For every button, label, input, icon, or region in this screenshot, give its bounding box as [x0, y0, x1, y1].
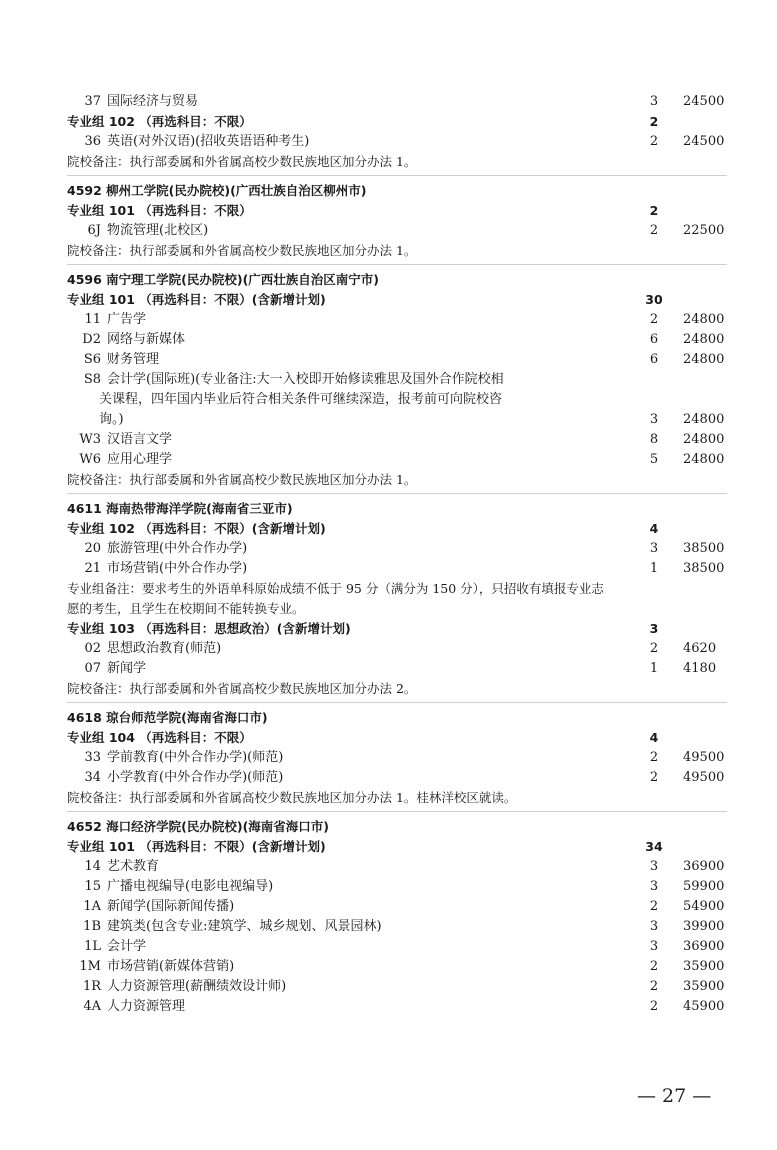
tuition-fee: 22500 — [683, 223, 725, 238]
tuition-fee: 38500 — [683, 541, 725, 556]
section-divider — [67, 702, 727, 703]
plan-count: 2 — [649, 641, 659, 656]
institution-header — [67, 817, 727, 837]
institution-title: 4652 海口经济学院(民办院校)(海南省海口市) — [67, 819, 329, 834]
major-code: 14 — [84, 859, 101, 874]
group-plan-count: 3 — [649, 621, 659, 636]
tuition-fee: 59900 — [683, 879, 725, 894]
tuition-fee: 38500 — [683, 561, 725, 576]
major-row — [67, 221, 727, 241]
group-plan-count: 4 — [649, 730, 659, 745]
plan-count: 2 — [649, 750, 659, 765]
major-row — [67, 310, 727, 330]
subject-group-header — [67, 519, 727, 539]
tuition-fee: 49500 — [683, 770, 725, 785]
plan-count: 3 — [649, 919, 659, 934]
plan-count: 2 — [649, 979, 659, 994]
institution-header — [67, 708, 727, 728]
major-name: 会计学 — [107, 939, 147, 954]
institution-header — [67, 499, 727, 519]
tuition-fee: 24500 — [683, 134, 725, 149]
major-name: 财务管理 — [107, 352, 160, 367]
group-plan-count: 34 — [645, 839, 663, 854]
remark-text: 院校备注：执行部委属和外省属高校少数民族地区加分办法 1。 — [67, 243, 417, 258]
tuition-fee: 4180 — [683, 661, 717, 676]
plan-count: 2 — [649, 899, 659, 914]
major-row — [67, 132, 727, 152]
tuition-fee: 36900 — [683, 859, 725, 874]
major-code: S8 — [83, 372, 101, 387]
plan-count: 2 — [649, 134, 659, 149]
group-plan-count: 2 — [649, 203, 659, 218]
major-row — [67, 857, 727, 877]
tuition-fee: 24800 — [683, 352, 725, 367]
remark-line — [67, 152, 727, 172]
tuition-fee: 35900 — [683, 959, 725, 974]
section-divider — [67, 175, 727, 176]
major-row — [67, 937, 727, 957]
remark-line — [67, 679, 727, 699]
major-name: 应用心理学 — [107, 452, 173, 467]
major-code: 34 — [84, 770, 101, 785]
institution-title: 4611 海南热带海洋学院(海南省三亚市) — [67, 501, 293, 516]
major-name: 新闻学(国际新闻传播) — [107, 899, 235, 914]
major-row — [67, 350, 727, 370]
major-row — [67, 659, 727, 679]
tuition-fee: 4620 — [683, 641, 717, 656]
major-name: 市场营销(中外合作办学) — [107, 561, 248, 576]
major-code: 21 — [84, 561, 101, 576]
page-number: — 27 — — [637, 1085, 712, 1107]
major-code: 33 — [84, 750, 101, 765]
group-plan-count: 4 — [649, 521, 659, 536]
group-plan-count: 2 — [649, 114, 659, 129]
remark-text: 院校备注：执行部委属和外省属高校少数民族地区加分办法 1。 — [67, 154, 417, 169]
major-name: 市场营销(新媒体营销) — [107, 959, 235, 974]
major-code: 1B — [83, 919, 101, 934]
subject-group-header — [67, 728, 727, 748]
tuition-fee: 36900 — [683, 939, 725, 954]
subject-group-header — [67, 201, 727, 221]
major-row — [67, 539, 727, 559]
remark-text: 院校备注：执行部委属和外省属高校少数民族地区加分办法 1。桂林洋校区就读。 — [67, 790, 517, 805]
plan-count: 2 — [649, 223, 659, 238]
subject-group-title: 专业组 103 （再选科目：思想政治）(含新增计划) — [67, 621, 351, 636]
section-divider — [67, 811, 727, 812]
major-name: 思想政治教育(师范) — [107, 641, 222, 656]
subject-group-header — [67, 112, 727, 132]
tuition-fee: 24800 — [683, 312, 725, 327]
plan-count: 2 — [649, 999, 659, 1014]
major-name: 英语(对外汉语)(招收英语语种考生) — [107, 134, 310, 149]
subject-group-title: 专业组 101 （再选科目：不限） — [67, 203, 252, 218]
remark-text: 院校备注：执行部委属和外省属高校少数民族地区加分办法 2。 — [67, 681, 417, 696]
major-name: 汉语言文学 — [107, 432, 173, 447]
major-row — [67, 559, 727, 579]
major-row — [67, 92, 727, 112]
major-name: 建筑类(包含专业:建筑学、城乡规划、风景园林) — [107, 919, 382, 934]
major-name: 小学教育(中外合作办学)(师范) — [107, 770, 284, 785]
section-divider — [67, 264, 727, 265]
major-row — [67, 639, 727, 659]
major-row — [67, 957, 727, 977]
plan-count: 6 — [649, 352, 659, 367]
institution-header — [67, 181, 727, 201]
major-code: D2 — [82, 332, 101, 347]
major-code: 1R — [82, 979, 101, 994]
major-name-continuation: 关课程，四年国内毕业后符合相关条件可继续深造，报考前可向院校咨 — [99, 392, 503, 407]
tuition-fee: 49500 — [683, 750, 725, 765]
subject-group-title: 专业组 101 （再选科目：不限）(含新增计划) — [67, 839, 326, 854]
major-code: 1M — [79, 959, 101, 974]
major-row — [67, 997, 727, 1017]
institution-title: 4596 南宁理工学院(民办院校)(广西壮族自治区南宁市) — [67, 272, 379, 287]
plan-count: 3 — [649, 859, 659, 874]
major-code: W3 — [79, 432, 101, 447]
plan-count: 3 — [649, 879, 659, 894]
plan-count: 1 — [649, 561, 659, 576]
major-name: 新闻学 — [107, 661, 147, 676]
subject-group-title: 专业组 101 （再选科目：不限）(含新增计划) — [67, 292, 326, 307]
major-name: 物流管理(北校区) — [107, 223, 209, 238]
tuition-fee: 54900 — [683, 899, 725, 914]
major-name: 广告学 — [107, 312, 147, 327]
subject-group-header — [67, 290, 727, 310]
major-code: 6J — [87, 223, 101, 238]
plan-count: 3 — [649, 412, 659, 427]
major-code: 4A — [83, 999, 101, 1014]
group-plan-count: 30 — [645, 292, 663, 307]
major-code: 02 — [84, 641, 101, 656]
major-row-continuation — [67, 410, 727, 430]
major-name: 会计学(国际班)(专业备注:大一入校即开始修读雅思及国外合作院校相 — [107, 372, 504, 387]
major-code: 20 — [84, 541, 101, 556]
major-row — [67, 330, 727, 350]
plan-count: 3 — [649, 541, 659, 556]
tuition-fee: 24800 — [683, 412, 725, 427]
plan-count: 1 — [649, 661, 659, 676]
major-code: 36 — [84, 134, 101, 149]
subject-group-header — [67, 619, 727, 639]
major-code: 07 — [84, 661, 101, 676]
major-code: 1L — [84, 939, 101, 954]
plan-count: 3 — [649, 94, 659, 109]
subject-group-header — [67, 837, 727, 857]
major-row — [67, 917, 727, 937]
plan-count: 6 — [649, 332, 659, 347]
major-row — [67, 977, 727, 997]
major-code: S6 — [83, 352, 101, 367]
plan-count: 2 — [649, 959, 659, 974]
subject-group-title: 专业组 102 （再选科目：不限） — [67, 114, 252, 129]
major-name: 人力资源管理(薪酬绩效设计师) — [107, 979, 287, 994]
major-code: 1A — [83, 899, 101, 914]
subject-group-title: 专业组 102 （再选科目：不限）(含新增计划) — [67, 521, 326, 536]
major-row — [67, 430, 727, 450]
major-row — [67, 450, 727, 470]
tuition-fee: 35900 — [683, 979, 725, 994]
major-code: 15 — [84, 879, 101, 894]
remark-line — [67, 470, 727, 490]
institution-header — [67, 270, 727, 290]
tuition-fee: 45900 — [683, 999, 725, 1014]
major-code: W6 — [79, 452, 101, 467]
remark-line — [67, 241, 727, 261]
tuition-fee: 39900 — [683, 919, 725, 934]
major-name: 广播电视编导(电影电视编导) — [107, 879, 274, 894]
subject-group-title: 专业组 104 （再选科目：不限） — [67, 730, 252, 745]
tuition-fee: 24800 — [683, 452, 725, 467]
institution-title: 4592 柳州工学院(民办院校)(广西壮族自治区柳州市) — [67, 183, 367, 198]
major-name: 国际经济与贸易 — [107, 94, 199, 109]
tuition-fee: 24500 — [683, 94, 725, 109]
major-row — [67, 748, 727, 768]
remark-text: 院校备注：执行部委属和外省属高校少数民族地区加分办法 1。 — [67, 472, 417, 487]
plan-count: 8 — [649, 432, 659, 447]
major-row-continuation — [67, 390, 727, 410]
major-row — [67, 370, 727, 390]
remark-text: 愿的考生，且学生在校期间不能转换专业。 — [67, 601, 305, 616]
major-name: 艺术教育 — [107, 859, 160, 874]
remark-text: 专业组备注：要求考生的外语单科原始成绩不低于 95 分（满分为 150 分），只招收有填报专业志 — [67, 581, 604, 596]
major-code: 37 — [84, 94, 101, 109]
tuition-fee: 24800 — [683, 332, 725, 347]
plan-count: 2 — [649, 770, 659, 785]
plan-count: 5 — [649, 452, 659, 467]
major-name: 旅游管理(中外合作办学) — [107, 541, 248, 556]
major-row — [67, 877, 727, 897]
plan-count: 3 — [649, 939, 659, 954]
section-divider — [67, 493, 727, 494]
major-row — [67, 768, 727, 788]
tuition-fee: 24800 — [683, 432, 725, 447]
institution-title: 4618 琼台师范学院(海南省海口市) — [67, 710, 268, 725]
major-name: 学前教育(中外合作办学)(师范) — [107, 750, 284, 765]
remark-line — [67, 599, 727, 619]
plan-count: 2 — [649, 312, 659, 327]
major-code: 11 — [84, 312, 101, 327]
major-name: 网络与新媒体 — [107, 332, 186, 347]
remark-line — [67, 788, 727, 808]
major-row — [67, 897, 727, 917]
admission-plan-document — [67, 92, 727, 1017]
major-name: 人力资源管理 — [107, 999, 186, 1014]
remark-line — [67, 579, 727, 599]
major-name-continuation: 询。) — [99, 412, 124, 427]
